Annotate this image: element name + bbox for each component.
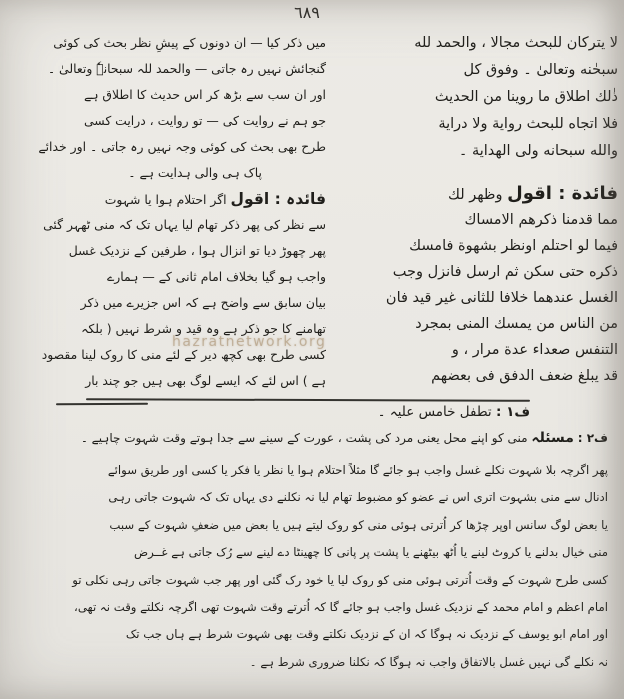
urdu-paragraph-1: [12, 30, 326, 186]
text-line: مما قدمنا ذكرهم الامساك: [464, 212, 618, 228]
text-line: تھامنے کا جو ذکر ہے وہ قید و شرط نہیں ( بلکہ: [81, 321, 326, 336]
heading-continuation: وظهر لك: [447, 187, 503, 203]
text-line: جو ہم نے روایت کی — تو روایت ، درایت کسی: [83, 113, 326, 128]
text-line: فيما لو احتلم اونظر بشهوة فامسك: [409, 238, 618, 254]
section-heading-line: [332, 181, 618, 207]
text-line: ادنال سے منی بشہوت اتری اس نے عضو کو مضبوط تھام لیا نہ نکلنے دی یہاں تک کہ شہوت جاتی رہی: [108, 490, 608, 505]
text-line: سبحٰنه وتعالىٰ ۔ وفوق كل: [463, 62, 618, 78]
text-line: ہے ) اس لئے کہ ایسے لوگ بھی ہیں جو چند بار: [85, 373, 326, 388]
text-line: واجب ہو گیا بخلاف امام ثانی کے — ہمارے: [106, 269, 326, 284]
text-line: اور ان سب سے بڑھ کر اس حدیث کا اطلاق ہے: [83, 87, 326, 102]
footnote-1: [0, 404, 530, 420]
text-line: والله سبحانه ولى الهداية ۔: [458, 143, 618, 159]
text-line: پاک ہی والی ہدایت ہے ۔: [128, 165, 262, 180]
watermark: hazratnetwork.org: [172, 334, 327, 350]
text-line: التنفس صعداء عدة مرار ، و: [451, 342, 618, 358]
footnote-2: [8, 430, 608, 446]
text-line: الغسل عندهما خلافا للثانى غير قيد فان: [385, 290, 618, 306]
text-line: لا يتركان للبحث مجالا ، والحمد لله: [414, 35, 618, 51]
text-line: اور امام ابو یوسف کے نزدیک نہ ہوگا کہ ان کے نزدیک نکلتے وقت بھی شہوت شرط ہے ہاں جب تک: [125, 627, 608, 642]
text-line: ذكره حتى سكن ثم ارسل فانزل وجب: [392, 264, 618, 280]
text-line: یا بعض لوگ سانس اوپر چڑھا کر اُترتی ہوئی منی کو روک لیتے ہیں یا بعض میں ضعفِ شہوت کے سبب: [109, 517, 608, 532]
footnote-1-text: تطفل خامس علیہ ۔: [377, 404, 492, 420]
footnote-2-marker: ف۲ :: [577, 431, 608, 445]
text-line: من الناس من يمسك المنى بمجرد: [415, 316, 618, 332]
text-line: کسی طرح شہوت کے وقت اُترتی ہوئی منی کو روک لیا یا خود رک گئی اور پھر جب شہوت جاتی رہی نکلی تو: [72, 572, 608, 587]
text-line: میں ذکر کیا — ان دونوں کے پیشِ نظر بحث کی کوئی: [53, 35, 326, 50]
text-line: پھر اگرچہ بلا شہوت نکلے غسل واجب ہو جائے گا مثلاً احتلام ہوا یا نظر یا فکر یا کسی اور طریق سوائے: [107, 463, 608, 477]
faida-heading-arabic: فائدة : اقول: [507, 183, 618, 204]
text-line: منی خیال بدلنے یا کروٹ لینے یا اُٹھ بیٹھنے یا پشت پر پانی کا چھینٹا دے لینے سے رُک جاتی ہے غــرض: [133, 545, 608, 560]
text-line: کسی طرح بھی کچھ دیر کے لئے منی کا روک لینا مقصود: [41, 347, 326, 362]
footnote-paragraph: [6, 457, 608, 676]
footnote-2-lead: مسئلہ: [531, 430, 574, 446]
divider-rule-long: [86, 398, 530, 402]
footnote-1-marker: ف۱ :: [495, 404, 530, 420]
text-line: امام اعظم و امام محمد کے نزدیک غسل واجب ہو جائے گا کہ اُترتے وقت شہوت تھی اگرچہ نکلتے وقت نہ تھی،: [74, 599, 608, 614]
faida-heading-urdu: فائدہ : اقول: [230, 190, 326, 208]
arabic-paragraph-1: [332, 30, 618, 165]
text-line: پھر چھوڑ دیا تو انزال ہوا ، طرفین کے نزدیک غسل: [68, 243, 326, 258]
text-line: طرح بھی بحث کی کوئی وجہ نہیں رہ جاتی ۔ اور خدائے: [38, 139, 326, 154]
footnote-2-text: منی کو اپنے محل یعنی مرد کی پشت ، عورت کے سینے سے جدا ہوتے وقت شہوت چاہیے ۔: [80, 431, 528, 445]
text-line: نہ نکلے گی نہیں غسل بالاتفاق واجب نہ ہوگا کہ نکلنا ضروری شرط ہے ۔: [249, 654, 608, 669]
page-number: ٦٨٩: [294, 3, 320, 22]
text-line: ذٰلك اطلاق ما روينا من الحديث: [434, 89, 618, 105]
text-line: قد يبلغ ضعف الدفق فى بعضهم: [431, 368, 618, 384]
arabic-column: [332, 30, 618, 389]
text-line: سے نظر کی پھر ذکر تھام لیا یہاں تک کہ منی ٹھہر گئی: [43, 217, 326, 232]
section-heading-line: [12, 186, 326, 212]
arabic-paragraph-2: [332, 181, 618, 389]
text-line: فلا اتجاه للبحث رواية ولا دراية: [438, 116, 618, 132]
text-line: گنجائش نہیں رہ جاتی — والحمد للہ سبحانہٗ وتعالیٰ ۔: [47, 61, 326, 76]
heading-continuation: اگر احتلام ہوا یا شہوت: [104, 192, 227, 207]
text-line: بیان سابق سے واضح ہے کہ اس جزیرے میں ذکر: [80, 295, 326, 310]
urdu-column: [12, 30, 326, 394]
urdu-paragraph-2: [12, 186, 326, 394]
